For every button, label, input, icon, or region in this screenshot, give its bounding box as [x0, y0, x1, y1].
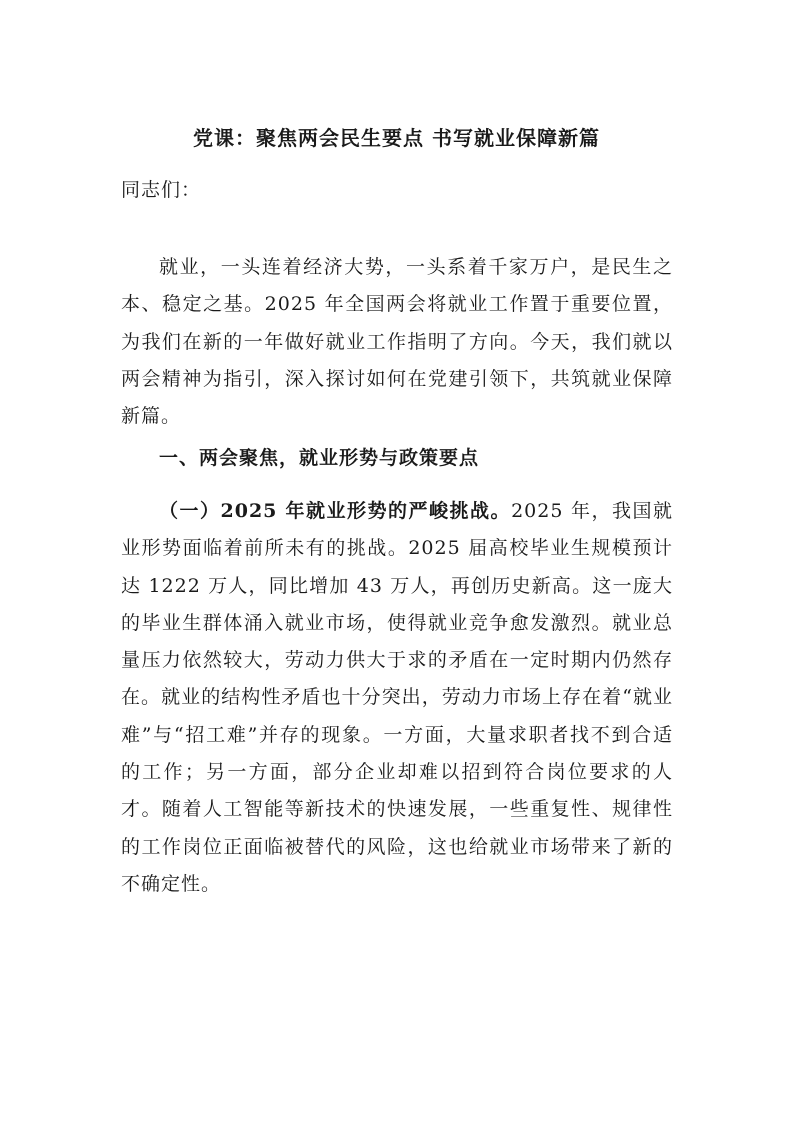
salutation: 同志们： — [121, 179, 202, 201]
section-heading: 一、两会聚焦，就业形势与政策要点 — [159, 447, 480, 469]
subsection-paragraph — [121, 493, 673, 903]
subsection-body: 2025 年，我国就业形势面临着前所未有的挑战。2025 届高校毕业生规模预计达 1222 万人，同比增加 43 万人，再创历史新高。这一庞大的毕业生群体涌入就业市场，使得就业竞争愈发激烈。就业总量压力依然较大，劳动力供大于求的矛盾在一定时期内仍然存在。就业的结构性矛盾也十分突出，劳动力市场上存在着“就业难”与“招工难”并存的现象。一方面，大量求职者找不到合适的工作；另一方面，部分企业却难以招到符合岗位要求的人才。随着人工智能等新技术的快速发展，一些重复性、规律性的工作岗位正面临被替代的风险，这也给就业市场带来了新的不确定性。 — [121, 500, 673, 895]
document-title: 党课：聚焦两会民生要点 书写就业保障新篇 — [193, 126, 600, 150]
subsection-lead: （一）2025 年就业形势的严峻挑战。 — [159, 500, 512, 522]
intro-paragraph: 就业，一头连着经济大势，一头系着千家万户，是民生之本、稳定之基。2025 年全国两会将就业工作置于重要位置，为我们在新的一年做好就业工作指明了方向。今天，我们就以两会精神为指引，深入探讨如何在党建引领下，共筑就业保障新篇。 — [121, 256, 673, 428]
